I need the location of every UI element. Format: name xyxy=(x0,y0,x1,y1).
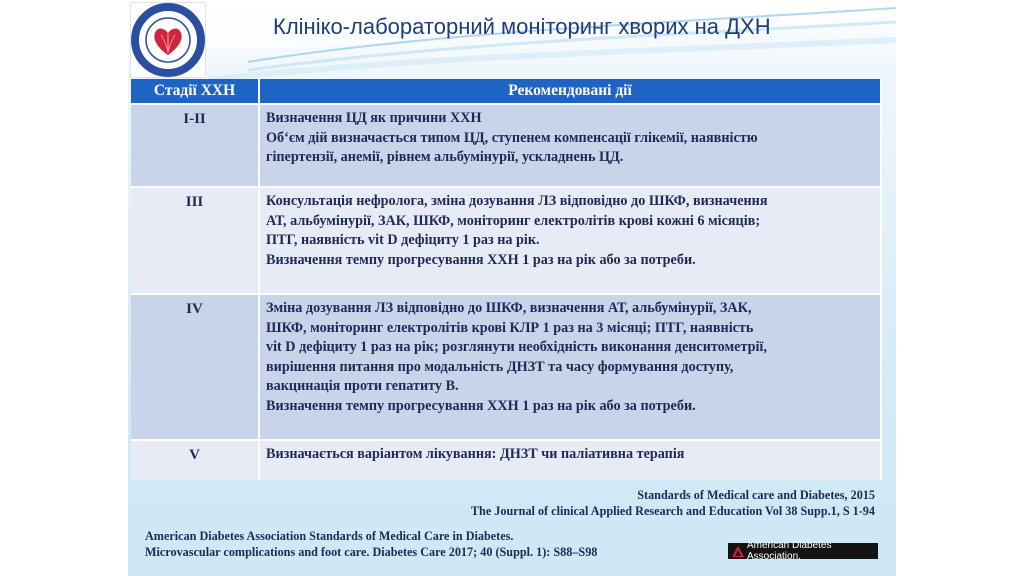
ada-triangle-icon xyxy=(732,546,744,557)
page-title: Клініко-лабораторний моніторинг хворих на ДХН xyxy=(273,14,771,39)
table-row xyxy=(131,187,881,294)
action-line: Консультація нефролога, зміна дозування ЛЗ відповідно до ШКФ, визначення xyxy=(266,193,768,209)
reference-line: The Journal of clinical Applied Research and Education Vol 38 Supp.1, S 1-94 xyxy=(470,504,875,518)
table-row xyxy=(131,294,881,440)
stage-cell: III xyxy=(131,187,259,294)
action-line: Об‘єм дій визначається типом ЦД, ступенем компенсації глікемії, наявністю xyxy=(266,129,758,146)
table-header-row xyxy=(131,79,881,104)
table-row xyxy=(131,440,881,480)
action-line: гіпертензії, анемії, рівнем альбумінурії, ускладнень ЦД. xyxy=(266,149,624,165)
reference-block-left xyxy=(145,528,705,560)
stage-cell: IV xyxy=(131,294,259,440)
table-row xyxy=(131,104,881,187)
reference-block-right xyxy=(420,487,875,519)
stage-cell: V xyxy=(131,440,259,480)
recommendations-table xyxy=(131,79,882,480)
actions-cell xyxy=(259,187,881,294)
ada-badge-label: American Diabetes Association. xyxy=(747,540,832,562)
ada-badge xyxy=(728,540,878,562)
reference-line: Standards of Medical care and Diabetes, 2015 xyxy=(637,488,875,502)
reference-line: Microvascular complications and foot care. Diabetes Care 2017; 40 (Suppl. 1): S88–S98 xyxy=(145,545,598,559)
actions-cell xyxy=(259,104,881,187)
stage-cell: I-II xyxy=(131,104,259,187)
reference-line: American Diabetes Association Standards of Medical Care in Diabetes. xyxy=(145,529,514,543)
institute-emblem-icon xyxy=(131,3,205,77)
slide xyxy=(128,0,896,576)
action-line: Визначення темпу прогресування ХХН 1 раз на рік або за потреби. xyxy=(266,251,696,268)
action-line: vit D дефіциту 1 раз на рік; розглянути необхідність виконання денситометрії, xyxy=(266,339,767,355)
actions-cell xyxy=(259,440,881,480)
action-line: Визначення темпу прогресування ХХН 1 раз на рік або за потреби. xyxy=(266,397,696,414)
action-line: Визначається варіантом лікування: ДНЗТ чи паліативна терапія xyxy=(266,446,685,462)
action-line: Зміна дозування ЛЗ відповідно до ШКФ, визначення АТ, альбумінурії, ЗАК, xyxy=(266,300,752,316)
column-header-stage: Стадії ХХН xyxy=(131,79,259,104)
logo xyxy=(130,2,206,78)
column-header-actions: Рекомендовані дії xyxy=(259,79,881,104)
action-line: вирішення питання про модальність ДНЗТ та часу формування доступу, xyxy=(266,358,734,375)
action-line: ШКФ, моніторинг електролітів крові КЛР 1 раз на 3 місяці; ПТГ, наявність xyxy=(266,319,754,336)
action-line: Визначення ЦД як причини ХХН xyxy=(266,110,482,126)
action-line: вакцинація проти гепатиту В. xyxy=(266,378,459,394)
actions-cell xyxy=(259,294,881,440)
action-line: АТ, альбумінурії, ЗАК, ШКФ, моніторинг електролітів крові кожні 6 місяців; xyxy=(266,212,761,229)
action-line: ПТГ, наявність vit D дефіциту 1 раз на рік. xyxy=(266,232,540,248)
